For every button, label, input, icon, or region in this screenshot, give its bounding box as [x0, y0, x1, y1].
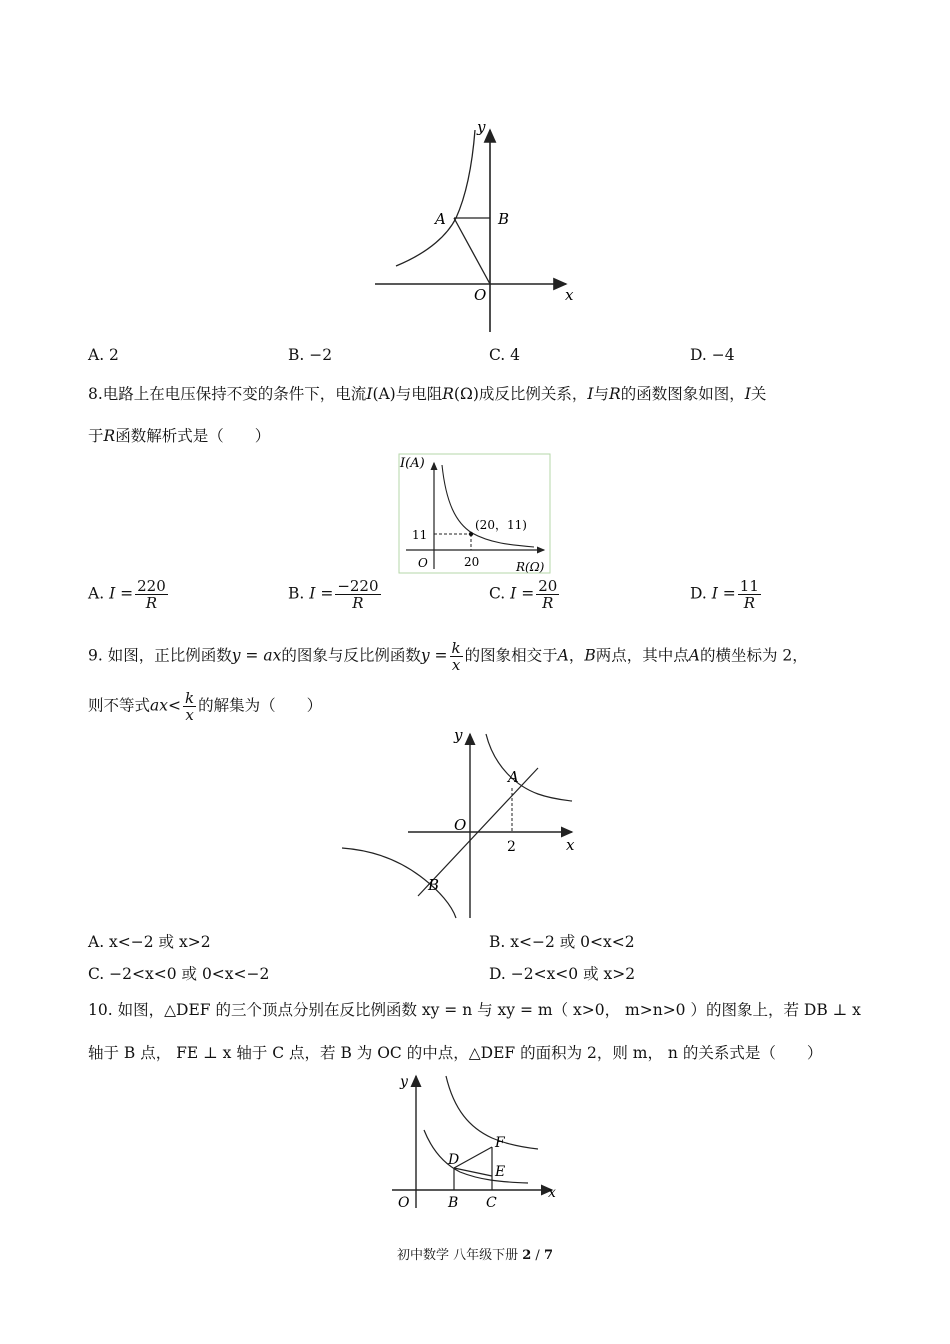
q7-option-b: B. −2 — [288, 346, 333, 364]
option-label: B. — [288, 584, 305, 603]
origin-label: O — [474, 286, 487, 304]
q9-text: ， — [568, 646, 585, 665]
page-total: 7 — [543, 1248, 553, 1263]
q9-text: 的图象与反比例函数 — [281, 646, 421, 665]
page-footer — [0, 1244, 950, 1263]
option-label: D. — [690, 584, 707, 603]
inverse-eq: y = — [420, 646, 448, 665]
q9-line-2 — [88, 690, 322, 723]
q8-text: 的函数图象如图， — [620, 385, 745, 403]
option-label: C. — [489, 584, 506, 603]
option-lhs: I = — [109, 584, 134, 603]
q9-text: 的解集为（ ） — [198, 696, 323, 715]
q8-line-1 — [88, 384, 766, 404]
point-20-11 — [469, 532, 473, 536]
q10-number: 10. — [88, 1001, 113, 1019]
fraction-k-x — [450, 640, 463, 673]
q8-text: 成反比例关系， — [478, 385, 588, 403]
y-label: y — [454, 726, 463, 744]
q8-option-a — [88, 578, 170, 611]
numerator: 20 — [538, 577, 558, 595]
unit-amp: (A) — [372, 385, 396, 403]
q9-number: 9. — [88, 646, 103, 665]
q8-text: 电路上在电压保持不变的条件下，电流 — [102, 385, 367, 403]
page-number: 2 — [522, 1248, 532, 1263]
q10-text: 轴于 B 点， FE ⊥ x 轴于 C 点，若 B 为 OC 的中点，△DEF 的面积为 2，则 m， n 的关系式是（ ） — [88, 1044, 823, 1062]
segment-df — [454, 1147, 492, 1168]
point-a: A — [688, 646, 700, 665]
numerator: k — [451, 639, 461, 657]
q9-option-b: B. x<−2 或 0<x<2 — [489, 933, 635, 951]
denominator: x — [451, 656, 461, 674]
q9-figure — [340, 726, 590, 922]
origin-label: O — [418, 556, 428, 570]
denominator: R — [542, 594, 554, 612]
q10-text: 如图，△DEF 的三个顶点分别在反比例函数 xy = n 与 xy = m（ x>0， m>n>0 ）的图象上，若 DB ⊥ x — [117, 1001, 861, 1019]
numerator: −220 — [337, 577, 379, 595]
fraction — [738, 578, 761, 611]
segment-ao — [454, 218, 490, 284]
var-i: I — [366, 385, 373, 403]
q9-text: 两点，其中点 — [595, 646, 689, 665]
point-f-label: F — [495, 1135, 505, 1151]
q9-text: 的图象相交于 — [464, 646, 558, 665]
point-d-label: D — [448, 1152, 460, 1168]
q8-text: 于 — [88, 427, 104, 445]
hyperbola-curve — [396, 130, 475, 266]
y-label: I(A) — [400, 456, 425, 471]
fraction — [536, 578, 559, 611]
inverse-curve — [442, 465, 534, 547]
option-lhs: I = — [711, 584, 736, 603]
q8-text: 函数解析式是（ ） — [115, 427, 271, 445]
curve-m — [446, 1076, 538, 1149]
point-b-label: B — [428, 876, 440, 894]
linear-eq: y = ax — [231, 646, 282, 665]
q10-line-1 — [88, 1000, 861, 1020]
x-label: R(Ω) — [516, 560, 545, 574]
var-i: I — [744, 385, 751, 403]
q7-option-c: C. 4 — [489, 346, 521, 364]
q9-text: 如图，正比例函数 — [107, 646, 232, 665]
origin-label: O — [398, 1195, 410, 1211]
point-a: A — [557, 646, 569, 665]
denominator: R — [145, 594, 158, 612]
point-label: (20，11) — [475, 518, 527, 532]
x-tick: 20 — [464, 555, 480, 569]
denominator: R — [352, 594, 364, 612]
q8-text: 与 — [593, 385, 610, 403]
point-e-label: E — [495, 1164, 506, 1180]
q9-text: 的横坐标为 2， — [699, 646, 808, 665]
var-r: R — [103, 427, 116, 445]
q8-figure — [398, 453, 552, 575]
q10-figure — [388, 1070, 563, 1212]
denominator: R — [743, 594, 755, 612]
point-a-label: A — [435, 210, 446, 228]
point-b-label: B — [448, 1195, 459, 1211]
less-than: < — [168, 696, 181, 715]
ax-term: ax — [150, 696, 168, 715]
x-tick-2: 2 — [507, 839, 516, 855]
point-c-label: C — [486, 1195, 497, 1211]
y-label: y — [400, 1074, 408, 1090]
q9-option-c: C. −2<x<0 或 0<x<−2 — [88, 965, 270, 983]
page-separator: / — [531, 1248, 544, 1263]
q7-option-d: D. −4 — [690, 346, 735, 364]
option-lhs: I = — [510, 584, 535, 603]
q10-line-2 — [88, 1043, 822, 1063]
fraction-k-x — [183, 690, 196, 723]
point-b: B — [584, 646, 596, 665]
fraction — [335, 578, 380, 611]
q8-option-c — [489, 578, 561, 611]
numerator: k — [185, 689, 195, 707]
q9-option-d: D. −2<x<0 或 x>2 — [489, 965, 636, 983]
y-tick: 11 — [412, 528, 428, 542]
denominator: x — [185, 706, 194, 724]
x-label: x — [566, 836, 575, 854]
q7-figure — [370, 112, 590, 337]
origin-label: O — [454, 816, 467, 834]
q9-text: 则不等式 — [88, 696, 151, 715]
q8-option-d — [690, 578, 763, 611]
point-b-label: B — [498, 210, 510, 228]
q8-text: 与电阻 — [395, 385, 443, 403]
unit-ohm: (Ω) — [453, 385, 479, 403]
q7-option-a: A. 2 — [88, 346, 119, 364]
q9-line-1 — [88, 640, 808, 673]
x-label: x — [548, 1185, 556, 1201]
var-r: R — [609, 385, 621, 403]
y-label: y — [477, 118, 486, 136]
option-label: A. — [88, 584, 105, 603]
q9-option-a: A. x<−2 或 x>2 — [88, 933, 211, 951]
q8-number: 8. — [88, 385, 103, 403]
x-label: x — [565, 286, 574, 304]
q8-text: 关 — [750, 385, 767, 403]
point-a-label: A — [508, 768, 519, 786]
footer-text: 初中数学 八年级下册 — [396, 1248, 523, 1263]
hyperbola-upper — [486, 734, 572, 801]
var-r: R — [442, 385, 454, 403]
option-lhs: I = — [309, 584, 334, 603]
numerator: 11 — [739, 577, 759, 595]
q8-option-b — [288, 578, 383, 611]
q8-line-2 — [88, 426, 270, 446]
var-i: I — [587, 385, 594, 403]
fraction — [135, 578, 168, 611]
numerator: 220 — [137, 577, 166, 595]
